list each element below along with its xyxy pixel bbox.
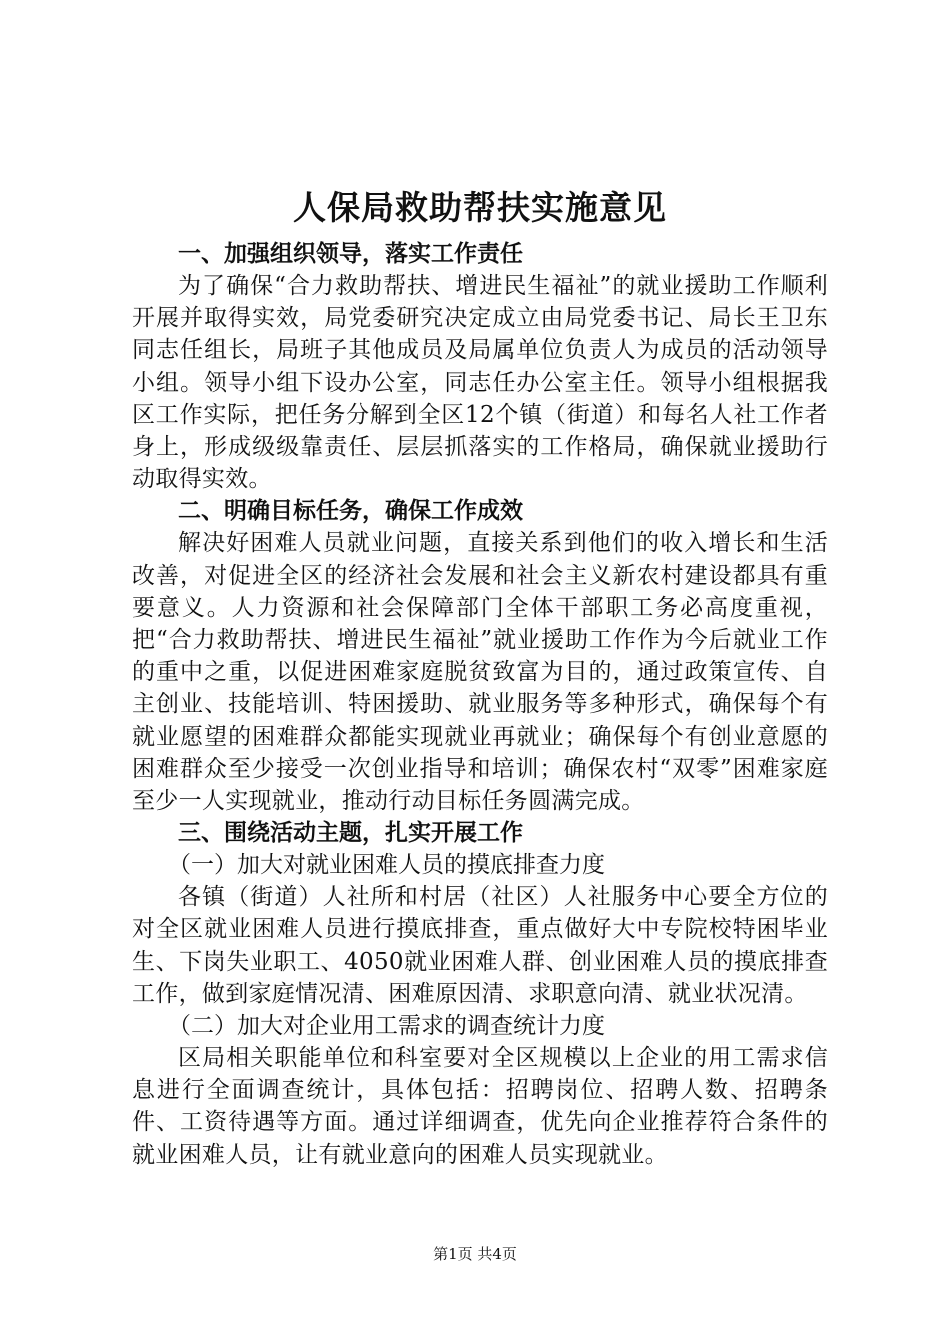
section-2 — [132, 495, 828, 817]
page-footer: 第1页 共4页 — [433, 1245, 517, 1263]
section-heading: 二、明确目标任务，确保工作成效 — [178, 498, 523, 525]
section-3 — [132, 817, 828, 1171]
section-1 — [132, 238, 828, 495]
section-paragraph: 为了确保“合力救助帮扶、增进民生福祉”的就业援助工作顺利开展并取得实效，局党委研究决定成立由局党委书记、局长王卫东同志任组长，局班子其他成员及局属单位负责人为成员的活动领导小组。领导小组下设办公室，同志任办公室主任。领导小组根据我区工作实际，把任务分解到全区12个镇（街道）和每名人社工作者身上，形成级级靠责任、层层抓落实的工作格局，确保就业援助行动取得实效。 — [132, 273, 828, 493]
document-page — [132, 180, 828, 1171]
subsection-paragraph: 各镇（街道）人社所和村居（社区）人社服务中心要全方位的对全区就业困难人员进行摸底排查，重点做好大中专院校特困毕业生、下岗失业职工、4050就业困难人群、创业困难人员的摸底排查工作，做到家庭情况清、困难原因清、求职意向清、就业状况清。 — [132, 884, 828, 1007]
subsection-heading: （二）加大对企业用工需求的调查统计力度 — [168, 1013, 605, 1040]
subsection-1 — [132, 849, 828, 1010]
section-paragraph: 解决好困难人员就业问题，直接关系到他们的收入增长和生活改善，对促进全区的经济社会发展和社会主义新农村建设都具有重要意义。人力资源和社会保障部门全体干部职工务必高度重视，把“合力救助帮扶、增进民生福祉”就业援助工作作为今后就业工作的重中之重，以促进困难家庭脱贫致富为目的，通过政策宣传、自主创业、技能培训、特困援助、就业服务等多种形式，确保每个有就业愿望的困难群众都能实现就业再就业；确保每个有创业意愿的困难群众至少接受一次创业指导和培训；确保农村“双零”困难家庭至少一人实现就业，推动行动目标任务圆满完成。 — [132, 530, 828, 815]
document-title: 人保局救助帮扶实施意见 — [293, 188, 667, 227]
section-heading: 一、加强组织领导，落实工作责任 — [178, 241, 523, 267]
subsection-paragraph: 区局相关职能单位和科室要对全区规模以上企业的用工需求信息进行全面调查统计，具体包括：招聘岗位、招聘人数、招聘条件、工资待遇等方面。通过详细调查，优先向企业推荐符合条件的就业困难人员，让有就业意向的困难人员实现就业。 — [132, 1045, 828, 1168]
subsection-heading: （一）加大对就业困难人员的摸底排查力度 — [168, 852, 605, 879]
subsection-2 — [132, 1010, 828, 1171]
section-heading: 三、围绕活动主题，扎实开展工作 — [178, 820, 523, 847]
